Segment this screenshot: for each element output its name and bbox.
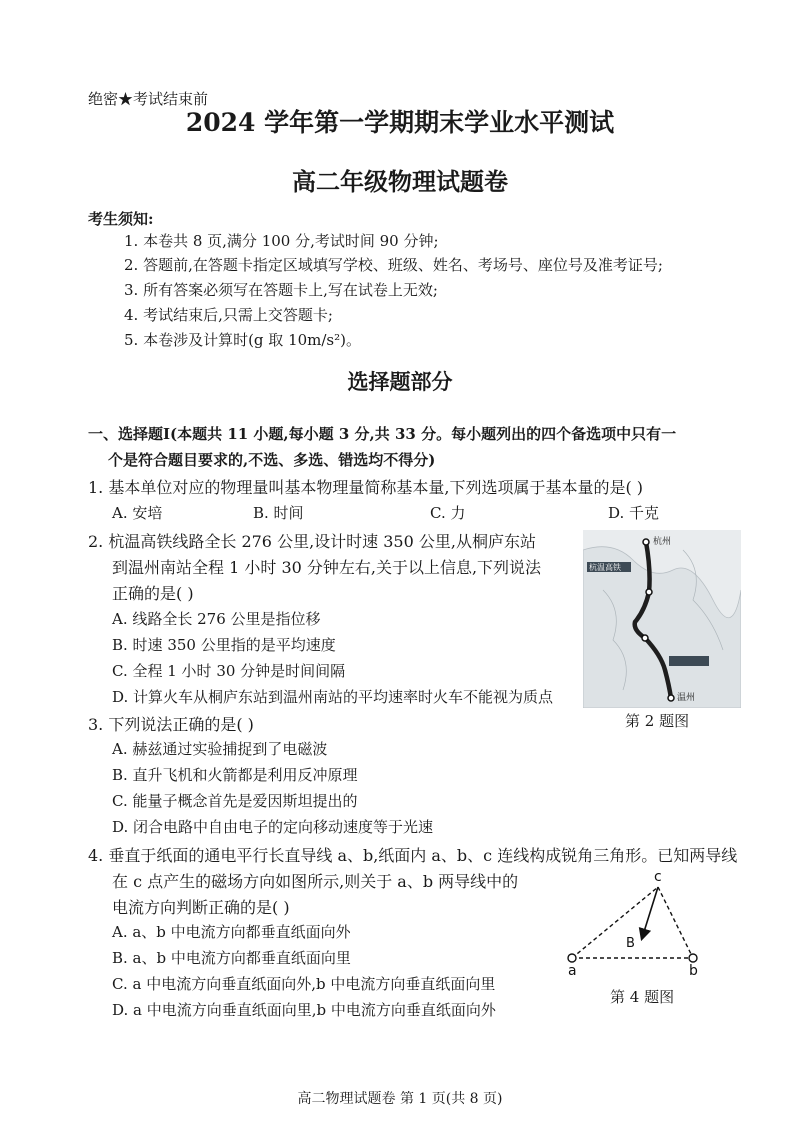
map-label-box: [669, 656, 709, 666]
q1-option-a: A. 安培: [112, 504, 163, 522]
station-dot: [646, 589, 652, 595]
q4-stem-line3: 电流方向判断正确的是( ): [112, 898, 290, 917]
q3-option-c: C. 能量子概念首先是爱因斯坦提出的: [112, 792, 358, 810]
q3-stem: 3. 下列说法正确的是( ): [88, 715, 254, 734]
q1-option-b: B. 时间: [253, 504, 304, 522]
q1-option-c: C. 力: [430, 504, 466, 522]
notice-item: 4. 考试结束后,只需上交答题卡;: [124, 306, 333, 324]
triangle-side-bc: [658, 887, 693, 958]
q4-option-c: C. a 中电流方向垂直纸面向外,b 中电流方向垂直纸面向里: [112, 975, 496, 993]
notice-item: 1. 本卷共 8 页,满分 100 分,考试时间 90 分钟;: [124, 232, 439, 250]
q2-option-d: D. 计算火车从桐庐东站到温州南站的平均速率时火车不能视为质点: [112, 688, 554, 706]
q4-figure-caption: 第 4 题图: [610, 988, 675, 1006]
confidential-label: 绝密★考试结束前: [88, 90, 209, 108]
notice-item: 2. 答题前,在答题卡指定区域填写学校、班级、姓名、考场号、座位号及准考证号;: [124, 256, 663, 274]
part1-instruction-line1: 一、选择题Ⅰ(本题共 11 小题,每小题 3 分,共 33 分。每小题列出的四个备选项中只有一: [88, 425, 677, 443]
q4-stem-line1: 4. 垂直于纸面的通电平行长直导线 a、b,纸面内 a、b、c 连线构成锐角三角形。已知两导线: [88, 846, 738, 865]
map-city-label: 温州: [677, 693, 696, 703]
triangle-side-ac: [572, 887, 658, 958]
q3-option-a: A. 赫兹通过实验捕捉到了电磁波: [112, 740, 328, 758]
map-graphic: [583, 530, 741, 708]
q2-option-c: C. 全程 1 小时 30 分钟是时间间隔: [112, 662, 346, 680]
q1-stem: 1. 基本单位对应的物理量叫基本物理量简称基本量,下列选项属于基本量的是( ): [88, 478, 644, 497]
notice-item: 3. 所有答案必须写在答题卡上,写在试卷上无效;: [124, 281, 438, 299]
q2-option-b: B. 时速 350 公里指的是平均速度: [112, 636, 336, 654]
q2-railway-map: [583, 530, 741, 708]
point-c-label: c: [654, 869, 662, 885]
q2-figure-caption: 第 2 题图: [625, 712, 690, 730]
q2-option-a: A. 线路全长 276 公里是指位移: [112, 610, 321, 628]
section-title: 选择题部分: [347, 369, 453, 394]
q4-option-b: B. a、b 中电流方向都垂直纸面向里: [112, 949, 351, 967]
part1-instruction-line2: 个是符合题目要求的,不选、多选、错选均不得分): [108, 451, 436, 469]
point-a-label: a: [568, 963, 577, 979]
notice-heading: 考生须知:: [88, 210, 154, 228]
q2-stem-line2: 到温州南站全程 1 小时 30 分钟左右,关于以上信息,下列说法: [112, 558, 542, 577]
q3-option-b: B. 直升飞机和火箭都是利用反冲原理: [112, 766, 358, 784]
q3-option-d: D. 闭合电路中自由电子的定向移动速度等于光速: [112, 818, 434, 836]
q4-option-a: A. a、b 中电流方向都垂直纸面向外: [112, 923, 351, 941]
q4-option-d: D. a 中电流方向垂直纸面向里,b 中电流方向垂直纸面向外: [112, 1001, 496, 1019]
q4-stem-line2: 在 c 点产生的磁场方向如图所示,则关于 a、b 两导线中的: [112, 872, 519, 891]
exam-title: 2024 学年第一学期期末学业水平测试: [185, 108, 615, 137]
exam-subtitle: 高二年级物理试题卷: [292, 167, 508, 196]
station-dot: [668, 695, 674, 701]
map-line-label: 杭温高铁: [589, 563, 621, 572]
q4-triangle-figure: [560, 865, 720, 980]
field-B-label: B: [626, 936, 635, 951]
magnetic-field-arrow: [643, 887, 658, 935]
q2-stem-line1: 2. 杭温高铁线路全长 276 公里,设计时速 350 公里,从桐庐东站: [88, 532, 536, 551]
wire-b-dot: [689, 954, 697, 962]
point-b-label: b: [689, 963, 698, 979]
station-dot: [643, 539, 649, 545]
station-dot: [642, 635, 648, 641]
map-city-label: 杭州: [653, 537, 672, 547]
q1-option-d: D. 千克: [608, 504, 660, 522]
wire-a-dot: [568, 954, 576, 962]
notice-item: 5. 本卷涉及计算时(g 取 10m/s²)。: [124, 331, 361, 349]
q2-stem-line3: 正确的是( ): [112, 584, 194, 603]
page-footer: 高二物理试题卷 第 1 页(共 8 页): [297, 1091, 503, 1107]
